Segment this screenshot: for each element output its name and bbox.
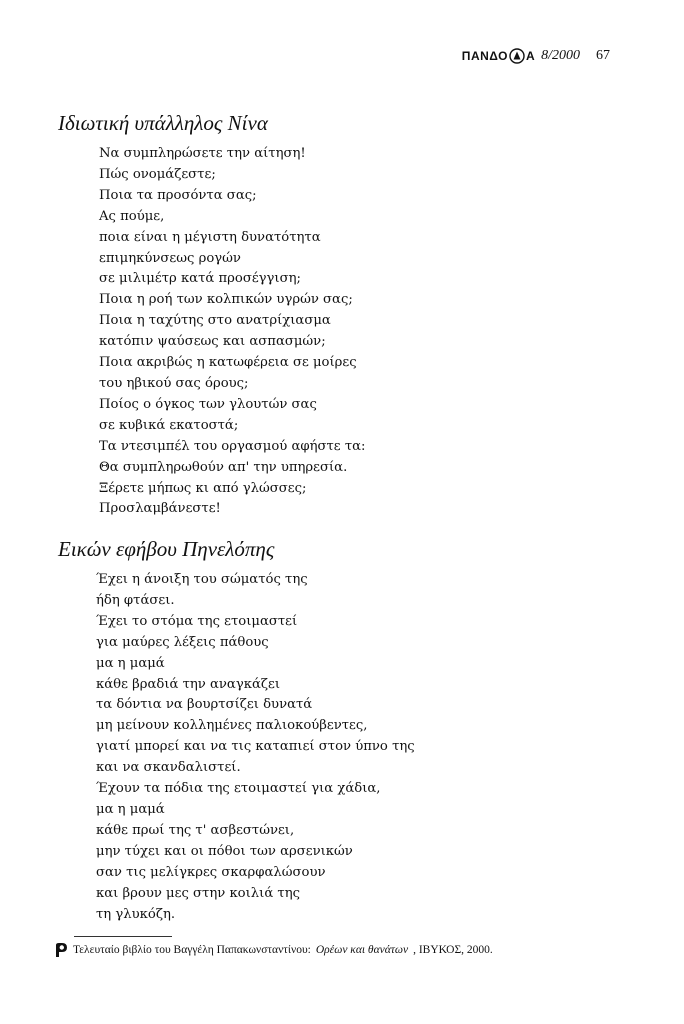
poem-line: κάθε βραδιά την αναγκάζει — [96, 676, 281, 692]
poem-line: Έχει η άνοιξη του σώματός της — [96, 572, 308, 587]
poem-line: Θα συμπληρωθούν απ' την υπηρεσία. — [99, 459, 348, 475]
page-header — [462, 48, 610, 64]
footnote — [54, 942, 493, 958]
poem-line: σαν τις μελίγκρες σκαρφαλώσουν — [96, 864, 326, 880]
poem-line: και να σκανδαλιστεί. — [96, 760, 241, 776]
poem-line: Ποίος ο όγκος των γλουτών σας — [99, 396, 317, 412]
footnote-text-after: , ΙΒΥΚΟΣ, 2000. — [413, 944, 493, 956]
poem-line: Να συμπληρώσετε την αίτηση! — [99, 146, 306, 161]
poem-line: Πώς ονομάζεστε; — [99, 166, 216, 182]
poem-line: Ποια ακριβώς η κατωφέρεια σε μοίρες — [99, 355, 357, 371]
page-number: 67 — [596, 48, 610, 63]
issue-number: 8/2000 — [541, 48, 580, 63]
poem-line: κάθε πρωί της τ' ασβεστώνει, — [96, 822, 295, 838]
poem-line: μην τύχει και οι πόθοι των αρσενικών — [96, 843, 353, 859]
anchor-a-icon — [509, 48, 525, 64]
footnote-divider — [74, 936, 172, 937]
poem-line: Τα ντεσιμπέλ του οργασμού αφήστε τα: — [99, 438, 366, 454]
poem-line: τα δόντια να βουρτσίζει δυνατά — [96, 697, 313, 713]
poem-body-2 — [96, 570, 415, 925]
poem-line: για μαύρες λέξεις πάθους — [96, 634, 269, 650]
poem-title-1: Ιδιωτική υπάλληλος Νίνα — [58, 111, 268, 135]
poem-line: Ξέρετε μήπως κι από γλώσσες; — [99, 480, 307, 496]
poem-line: σε μιλιμέτρ κατά προσέγγιση; — [99, 271, 301, 287]
footnote-book-title: Ορέων και θανάτων — [315, 944, 409, 956]
poem-line: Ποια η ταχύτης στο ανατρίχιασμα — [99, 313, 331, 329]
poem-line: Έχει το στόμα της ετοιμαστεί — [96, 613, 298, 629]
poem-line: γιατί μπορεί και να τις καταπιεί στον ύπνο της — [96, 739, 415, 755]
poem-line: Προσλαμβάνεστε! — [99, 501, 221, 517]
poem-line: ποια είναι η μέγιστη δυνατότητα — [99, 229, 321, 245]
poem-line: του ηβικού σας όρους; — [99, 375, 249, 391]
poem-line: μα η μαμά — [96, 801, 165, 817]
poem-line: σε κυβικά εκατοστά; — [99, 417, 239, 433]
poem-line: Ας πούμε, — [99, 208, 165, 224]
poem-line: Ποια η ροή των κολπικών υγρών σας; — [99, 292, 353, 308]
poem-title-2: Εικών εφήβου Πηνελόπης — [58, 537, 275, 561]
poem-line: επιμηκύνσεως ρογών — [99, 250, 241, 266]
p-mark-icon — [54, 942, 68, 958]
poem-body-1 — [99, 144, 365, 520]
magazine-name-right: Α — [525, 49, 536, 63]
poem-line: κατόπιν ψαύσεως και ασπασμών; — [99, 334, 326, 350]
poem-line: μη μείνουν κολλημένες παλιοκούβεντες, — [96, 718, 368, 734]
magazine-name-left: ΠΑΝΔΟ — [461, 49, 508, 63]
poem-line: ήδη φτάσει. — [96, 592, 175, 608]
poem-line: μα η μαμά — [96, 655, 165, 671]
poem-line: Ποια τα προσόντα σας; — [99, 187, 257, 203]
magazine-logo — [462, 48, 535, 64]
footnote-text-before: Τελευταίο βιβλίο του Βαγγέλη Παπακωνσταντίνου: — [73, 944, 311, 956]
poem-line: Έχουν τα πόδια της ετοιμαστεί για χάδια, — [96, 781, 381, 797]
poem-line: τη γλυκόζη. — [96, 906, 176, 922]
poem-line: και βρουν μες στην κοιλιά της — [96, 885, 301, 901]
